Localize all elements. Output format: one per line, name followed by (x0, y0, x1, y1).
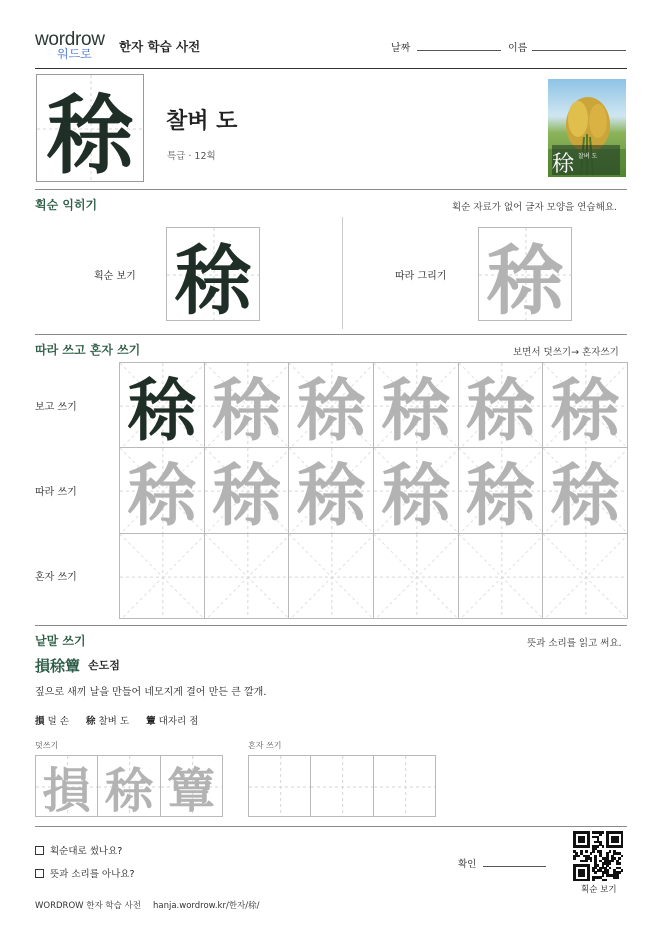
part-char: 簟 (146, 716, 156, 727)
practice-cell[interactable] (458, 362, 544, 448)
stroke-trace-label: 따라 그리기 (395, 271, 447, 282)
part-char: 損 (35, 716, 45, 727)
grid-guide (374, 534, 459, 619)
practice-char: 稌 (297, 456, 366, 534)
row-label-see: 보고 쓰기 (35, 402, 77, 413)
grid-guide (120, 534, 205, 619)
practice-section-note: 보면서 덧쓰기→ 혼자쓰기 (513, 347, 619, 358)
practice-char: 稌 (551, 456, 620, 534)
part-gloss: 찰벼 도 (98, 716, 130, 727)
date-field[interactable] (417, 50, 501, 51)
practice-char: 稌 (551, 370, 620, 449)
photo-caption-char: 稌 (552, 152, 575, 177)
practice-cell[interactable] (542, 533, 628, 619)
photo-caption-text: 찰벼 도 (578, 153, 598, 160)
word-alone-cell[interactable] (310, 755, 373, 817)
word-trace-cell[interactable] (35, 755, 98, 817)
part-gloss: 덜 손 (47, 716, 69, 727)
practice-grid (119, 362, 627, 618)
word-trace-cell[interactable] (160, 755, 223, 817)
row-label-alone: 혼자 쓰기 (35, 572, 77, 583)
practice-cell[interactable] (373, 533, 459, 619)
practice-char: 稌 (104, 762, 153, 817)
stroke-view-label: 획순 보기 (94, 271, 136, 282)
practice-cell[interactable] (542, 362, 628, 448)
word-section-note: 뜻과 소리를 읽고 써요. (527, 638, 622, 649)
word-definition: 짚으로 새끼 날을 만들어 네모지게 결어 만든 큰 깔개. (35, 687, 267, 698)
practice-cell[interactable] (373, 447, 459, 533)
word-reading: 손도점 (88, 659, 120, 672)
practice-cell[interactable] (204, 533, 290, 619)
word-trace-cell[interactable] (97, 755, 160, 817)
checklist-item-1[interactable] (35, 843, 122, 857)
row-label-trace: 따라 쓰기 (35, 487, 77, 498)
word-hanja: 損稌簟 (35, 657, 81, 675)
word-alone-cell[interactable] (248, 755, 311, 817)
word-alone-label: 혼자 쓰기 (248, 741, 282, 750)
practice-char: 稌 (381, 370, 450, 449)
qr-caption: 획순 보기 (581, 885, 617, 895)
hero-meta: 특급 · 12획 (167, 151, 216, 162)
practice-cell[interactable] (119, 533, 205, 619)
grid-guide (311, 756, 373, 817)
practice-char: 稌 (212, 370, 281, 449)
logo-word: wordrow (35, 29, 105, 50)
practice-char: 稌 (466, 456, 535, 534)
checklist-text: 획순대로 썼나요? (50, 846, 123, 857)
hero-reading: 찰벼 도 (166, 109, 238, 134)
practice-char: 稌 (466, 370, 535, 449)
header-title: 한자 학습 사전 (119, 39, 201, 54)
practice-cell[interactable] (204, 362, 290, 448)
part-char: 稌 (85, 716, 96, 727)
stroke-view-char: 稌 (175, 235, 251, 321)
date-label: 날짜 (391, 43, 411, 54)
practice-cell[interactable] (542, 447, 628, 533)
checklist-item-2[interactable] (35, 866, 135, 880)
practice-section-divider (35, 625, 627, 626)
practice-cell[interactable] (119, 447, 205, 533)
practice-cell[interactable] (119, 362, 205, 448)
stroke-trace-char: 稌 (487, 235, 563, 321)
word-alone-cell[interactable] (373, 755, 436, 817)
word-parts (35, 713, 198, 727)
stroke-view-box[interactable] (166, 227, 260, 321)
practice-section-title: 따라 쓰고 혼자 쓰기 (35, 343, 141, 357)
practice-char: 稌 (381, 456, 450, 534)
practice-cell[interactable] (204, 447, 290, 533)
checklist-text: 뜻과 소리를 아나요? (50, 869, 135, 880)
confirm-field[interactable] (483, 866, 546, 867)
hero-char-box (36, 74, 144, 182)
practice-cell[interactable] (458, 533, 544, 619)
practice-char: 稌 (127, 456, 196, 534)
grid-guide (289, 534, 374, 619)
stroke-section-divider (35, 334, 627, 335)
stroke-section-title: 획순 익히기 (35, 198, 98, 212)
checkbox[interactable] (35, 846, 44, 855)
word-trace-boxes (35, 755, 222, 817)
name-field[interactable] (532, 50, 626, 51)
grid-guide (249, 756, 311, 817)
checkbox[interactable] (35, 869, 44, 878)
hero-char: 稌 (47, 85, 133, 182)
footer-brand: WORDROW 한자 학습 사전 (35, 901, 141, 911)
logo (35, 30, 115, 66)
grid-guide (459, 534, 544, 619)
grid-guide (543, 534, 628, 619)
grid-guide (374, 756, 436, 817)
word-section-divider (35, 826, 627, 827)
practice-cell[interactable] (373, 362, 459, 448)
practice-cell[interactable] (458, 447, 544, 533)
confirm-label: 확인 (458, 859, 477, 870)
practice-char: 損 (42, 762, 91, 817)
practice-cell[interactable] (288, 447, 374, 533)
practice-char: 簟 (167, 762, 216, 817)
stroke-divider-vertical (342, 217, 343, 329)
header-divider (35, 68, 627, 69)
qr-code[interactable] (573, 831, 623, 881)
practice-char: 稌 (212, 456, 281, 534)
word-section-title: 낱말 쓰기 (35, 634, 86, 648)
hero-divider (35, 189, 627, 190)
word-trace-label: 덧쓰기 (35, 741, 59, 750)
practice-char: 稌 (127, 370, 196, 449)
stroke-section-note: 획순 자료가 없어 글자 모양을 연습해요. (452, 202, 617, 213)
logo-korean: 워드로 (57, 47, 92, 61)
practice-char: 稌 (297, 370, 366, 449)
word-alone-boxes (248, 755, 435, 817)
practice-cell[interactable] (288, 533, 374, 619)
grid-guide (205, 534, 290, 619)
name-label: 이름 (508, 43, 528, 54)
footer-url: hanja.wordrow.kr/한자/稌/ (153, 901, 260, 911)
practice-cell[interactable] (288, 362, 374, 448)
rice-photo (548, 79, 626, 177)
part-gloss: 대자리 점 (158, 716, 199, 727)
stroke-trace-box[interactable] (478, 227, 572, 321)
